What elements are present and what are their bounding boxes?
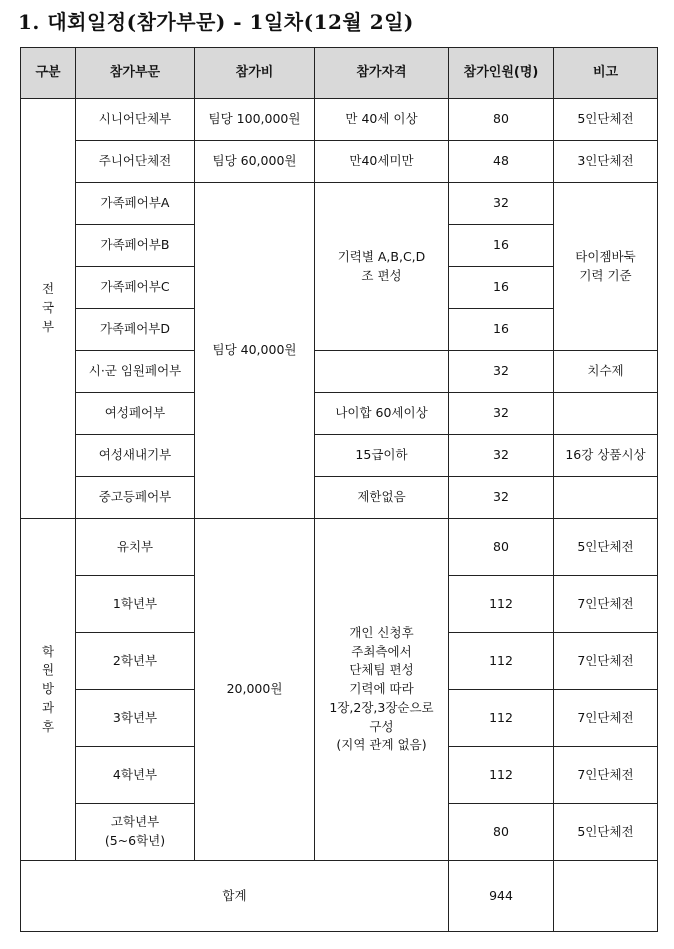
count-cell: 16 (449, 225, 554, 267)
note-cell: 16강 상품시상 (554, 435, 658, 477)
note-cell (554, 393, 658, 435)
count-cell: 32 (449, 183, 554, 225)
division-cell: 4학년부 (76, 747, 195, 804)
header-count: 참가인원(명) (449, 48, 554, 99)
table-row (21, 393, 658, 435)
division-cell: 유치부 (76, 519, 195, 576)
header-fee: 참가비 (195, 48, 315, 99)
table-row (21, 141, 658, 183)
table-row (21, 519, 658, 576)
qualification-cell: 15급이하 (315, 435, 449, 477)
count-cell: 32 (449, 435, 554, 477)
qualification-cell: 나이합 60세이상 (315, 393, 449, 435)
fee-cell: 팀당 40,000원 (195, 183, 315, 519)
count-cell: 16 (449, 267, 554, 309)
count-cell: 112 (449, 633, 554, 690)
note-cell: 타이젬바둑 기력 기준 (554, 183, 658, 351)
count-cell: 112 (449, 690, 554, 747)
division-cell: 고학년부 (5~6학년) (76, 804, 195, 861)
note-cell: 3인단체전 (554, 141, 658, 183)
note-cell: 7인단체전 (554, 747, 658, 804)
note-cell: 치수제 (554, 351, 658, 393)
note-cell: 5인단체전 (554, 804, 658, 861)
count-cell: 80 (449, 99, 554, 141)
total-note (554, 861, 658, 932)
qualification-cell: 제한없음 (315, 477, 449, 519)
qualification-cell: 기력별 A,B,C,D 조 편성 (315, 183, 449, 351)
count-cell: 112 (449, 747, 554, 804)
count-cell: 32 (449, 477, 554, 519)
header-note: 비고 (554, 48, 658, 99)
section-academy: 학 원 방 과 후 (21, 519, 76, 861)
table-row (21, 99, 658, 141)
qualification-cell: 만 40세 이상 (315, 99, 449, 141)
header-category: 구분 (21, 48, 76, 99)
table-row (21, 183, 658, 225)
division-cell: 여성페어부 (76, 393, 195, 435)
division-cell: 가족페어부B (76, 225, 195, 267)
count-cell: 32 (449, 393, 554, 435)
division-cell: 여성새내기부 (76, 435, 195, 477)
table-row (21, 435, 658, 477)
note-cell: 5인단체전 (554, 519, 658, 576)
qualification-cell: 만40세미만 (315, 141, 449, 183)
header-division: 참가부문 (76, 48, 195, 99)
qualification-cell (315, 351, 449, 393)
fee-cell: 팀당 60,000원 (195, 141, 315, 183)
section-national: 전 국 부 (21, 99, 76, 519)
table-row (21, 477, 658, 519)
division-cell: 2학년부 (76, 633, 195, 690)
total-row (21, 861, 658, 932)
division-cell: 1학년부 (76, 576, 195, 633)
count-cell: 112 (449, 576, 554, 633)
header-row (21, 48, 658, 99)
note-cell: 5인단체전 (554, 99, 658, 141)
note-cell: 7인단체전 (554, 576, 658, 633)
division-cell: 중고등페어부 (76, 477, 195, 519)
header-qualification: 참가자격 (315, 48, 449, 99)
document-title: 1. 대회일정(참가부문) - 1일차(12월 2일) (18, 10, 414, 34)
qualification-cell: 개인 신청후 주최측에서 단체팀 편성 기력에 따라 1장,2장,3장순으로 구성 (지역 관계 없음) (315, 519, 449, 861)
note-cell: 7인단체전 (554, 633, 658, 690)
division-cell: 가족페어부C (76, 267, 195, 309)
fee-cell: 20,000원 (195, 519, 315, 861)
count-cell: 48 (449, 141, 554, 183)
division-cell: 주니어단체전 (76, 141, 195, 183)
division-cell: 시·군 임원페어부 (76, 351, 195, 393)
total-count: 944 (449, 861, 554, 932)
note-cell: 7인단체전 (554, 690, 658, 747)
count-cell: 16 (449, 309, 554, 351)
division-cell: 가족페어부A (76, 183, 195, 225)
division-cell: 가족페어부D (76, 309, 195, 351)
table-row (21, 351, 658, 393)
total-label: 합계 (21, 861, 449, 932)
count-cell: 32 (449, 351, 554, 393)
count-cell: 80 (449, 519, 554, 576)
schedule-table (20, 47, 658, 932)
note-cell (554, 477, 658, 519)
count-cell: 80 (449, 804, 554, 861)
division-cell: 시니어단체부 (76, 99, 195, 141)
fee-cell: 팀당 100,000원 (195, 99, 315, 141)
division-cell: 3학년부 (76, 690, 195, 747)
